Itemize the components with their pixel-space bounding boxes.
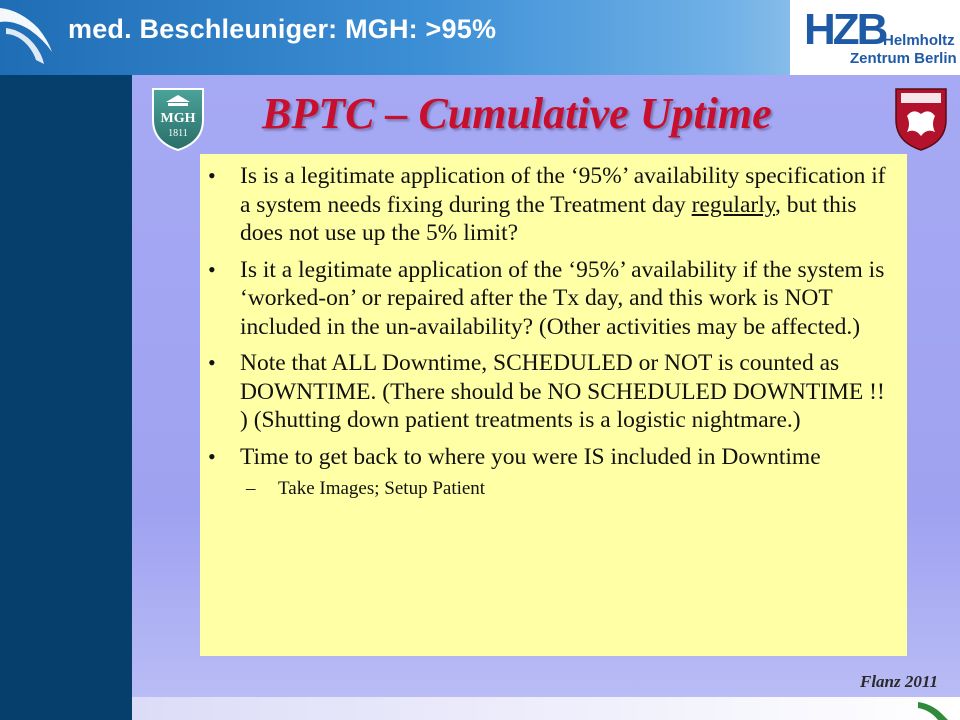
bullet-text-underlined: regularly xyxy=(691,191,775,218)
bullet-text-pre: Is is a legitimate application of the ‘95%’ availability specification if a system needs fixing during the Treatment day xyxy=(240,163,886,218)
green-swoosh-icon xyxy=(918,700,960,720)
slide-title: BPTC – Cumulative Uptime xyxy=(262,89,772,138)
bullet-list xyxy=(200,162,907,501)
hzb-logo-line1: Helmholtz xyxy=(883,32,955,49)
bullet-text: Note that ALL Downtime, SCHEDULED or NOT is counted as DOWNTIME. (There should be NO SCHEDULED DOWNTIME !! ) (Shutting down patient treatments is a logistic nightmare.) xyxy=(240,350,885,433)
bottom-strip xyxy=(132,697,960,720)
header-bar xyxy=(0,0,960,75)
hzb-logo-line2: Zentrum Berlin xyxy=(850,50,957,67)
list-item xyxy=(200,349,907,435)
harvard-shield-icon xyxy=(893,86,949,152)
mgh-shield-icon xyxy=(150,86,206,152)
list-item xyxy=(200,443,907,472)
list-item xyxy=(200,256,907,342)
sub-bullet-text: Take Images; Setup Patient xyxy=(278,478,486,499)
page-title: med. Beschleuniger: MGH: >95% xyxy=(68,14,497,44)
bullet-text-post: , but this does not use up the 5% limit? xyxy=(240,191,857,246)
list-item xyxy=(200,162,907,248)
bullet-symbol: • xyxy=(208,163,216,188)
bullet-symbol: • xyxy=(208,443,216,469)
mgh-year: 1811 xyxy=(168,128,188,139)
sub-list-item xyxy=(200,477,907,501)
swoosh-icon xyxy=(0,0,60,75)
bullet-symbol: • xyxy=(208,256,216,282)
content-box xyxy=(200,154,907,656)
bullet-text: Time to get back to where you were IS included in Downtime xyxy=(240,443,821,470)
mgh-label: MGH xyxy=(160,111,196,126)
hzb-logo-mark: HZB xyxy=(804,5,886,54)
bullet-symbol: • xyxy=(208,350,216,375)
hzb-logo xyxy=(790,0,960,75)
sub-bullet-symbol: – xyxy=(246,478,256,499)
author-credit: Flanz 2011 xyxy=(860,672,938,691)
left-band xyxy=(0,75,132,720)
bullet-text: Is it a legitimate application of the ‘95%’ availability if the system is ‘worked-on’ or repaired after the Tx day, and this work is NOT included in the un-availability? (Other activities may be affected.) xyxy=(240,256,885,340)
